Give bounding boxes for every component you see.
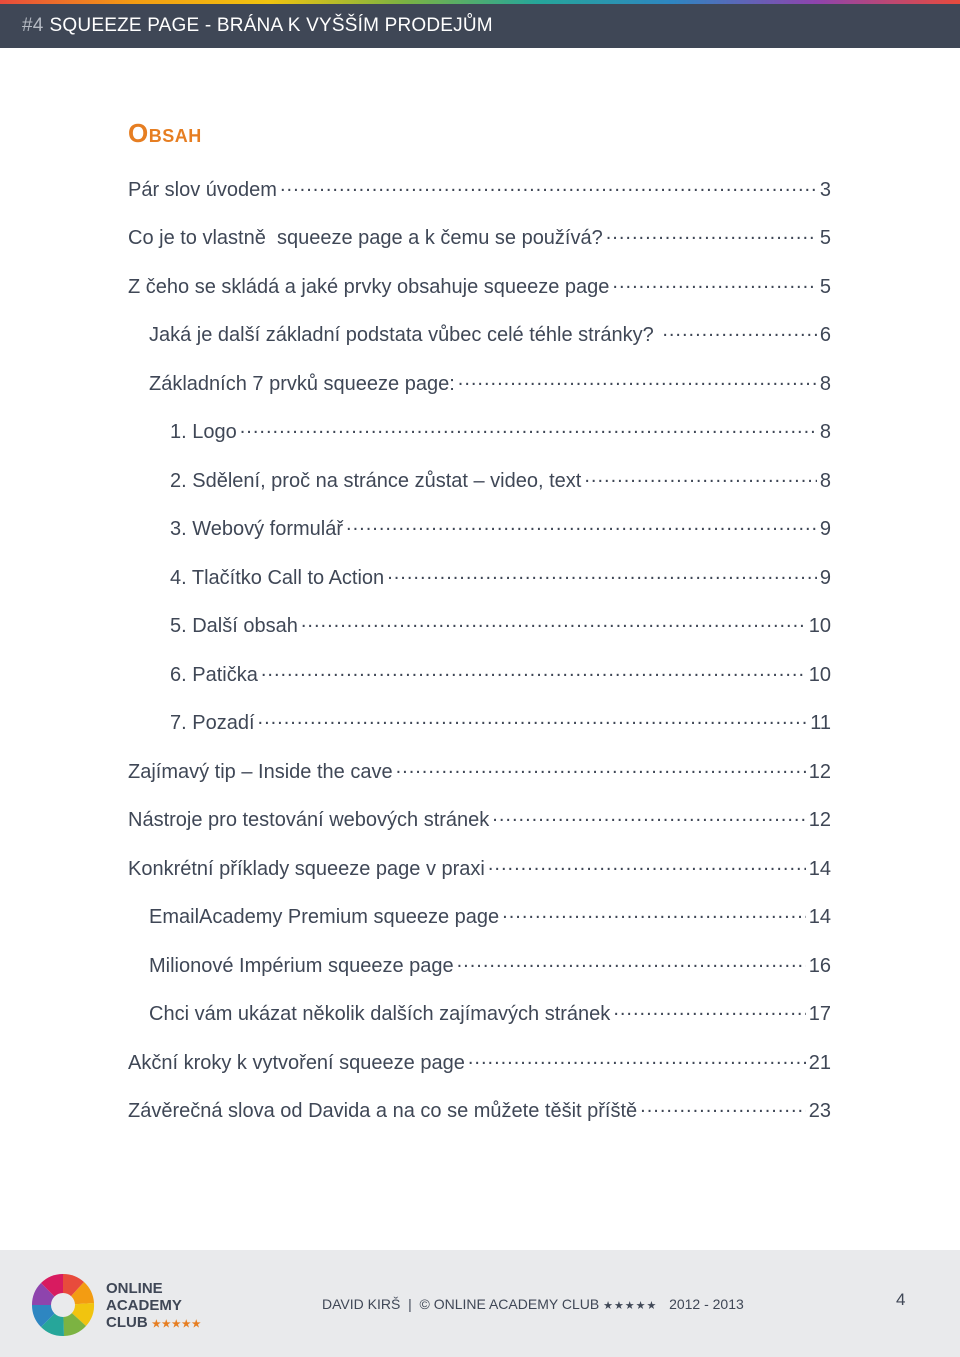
toc-entry[interactable]	[128, 651, 831, 700]
toc-leader-dots	[301, 610, 806, 633]
toc-entry[interactable]	[128, 215, 831, 264]
toc-entry[interactable]	[128, 845, 831, 894]
toc-entry-page: 23	[808, 1100, 831, 1123]
toc-entry-page: 3	[819, 178, 831, 201]
toc-entry-text: 4. Tlačítko Call to Action	[170, 566, 385, 589]
logo-line-academy: ACADEMY	[106, 1297, 182, 1314]
toc-entry-page: 14	[808, 857, 831, 880]
toc-entry-text: 7. Pozadí	[170, 712, 255, 735]
toc-leader-dots	[258, 707, 808, 730]
toc-entry-text: Pár slov úvodem	[128, 178, 277, 201]
toc-entry[interactable]	[128, 942, 831, 991]
toc-entry-text: 6. Patička	[170, 663, 258, 686]
toc-leader-dots	[387, 562, 817, 585]
toc-leader-dots	[640, 1095, 806, 1118]
toc-leader-dots	[612, 271, 816, 294]
toc-leader-dots	[240, 416, 817, 439]
table-of-contents	[128, 166, 831, 1136]
footer-separator: |	[408, 1296, 412, 1312]
toc-leader-dots	[280, 174, 817, 197]
toc-entry-page: 12	[808, 809, 831, 832]
toc-entry-page: 8	[819, 469, 831, 492]
toc-entry[interactable]	[128, 1088, 831, 1137]
toc-entry[interactable]	[128, 409, 831, 458]
toc-title: Obsah	[128, 118, 202, 148]
toc-entry[interactable]	[128, 457, 831, 506]
toc-entry-page: 5	[819, 227, 831, 250]
toc-leader-dots	[662, 319, 817, 342]
toc-entry-page: 21	[808, 1051, 831, 1074]
toc-entry[interactable]	[128, 991, 831, 1040]
toc-entry-page: 12	[808, 760, 831, 783]
toc-leader-dots	[396, 756, 806, 779]
toc-entry[interactable]	[128, 554, 831, 603]
toc-entry-text: Chci vám ukázat několik dalších zajímavých stránek	[149, 1003, 611, 1026]
toc-leader-dots	[458, 368, 817, 391]
toc-entry-text: Akční kroky k vytvoření squeeze page	[128, 1051, 465, 1074]
toc-leader-dots	[457, 950, 806, 973]
toc-leader-dots	[488, 853, 806, 876]
toc-entry-text: 5. Další obsah	[170, 615, 298, 638]
toc-entry[interactable]	[128, 700, 831, 749]
toc-entry-page: 6	[819, 324, 831, 347]
toc-entry-text: Konkrétní příklady squeeze page v praxi	[128, 857, 485, 880]
toc-leader-dots	[584, 465, 817, 488]
toc-leader-dots	[346, 513, 817, 536]
toc-entry[interactable]	[128, 603, 831, 652]
toc-entry[interactable]	[128, 166, 831, 215]
toc-entry-text: Co je to vlastně squeeze page a k čemu se používá?	[128, 227, 603, 250]
toc-entry-page: 11	[810, 712, 831, 735]
toc-leader-dots	[261, 659, 806, 682]
toc-entry-page: 14	[808, 906, 831, 929]
footer-credits	[322, 1296, 744, 1312]
header-number: #4	[22, 15, 44, 36]
toc-entry-page: 8	[819, 372, 831, 395]
online-academy-club-logo-icon	[24, 1270, 102, 1340]
footer-copyright: © ONLINE ACADEMY CLUB	[419, 1296, 600, 1312]
toc-entry-page: 5	[819, 275, 831, 298]
toc-entry-text: 3. Webový formulář	[170, 518, 344, 541]
logo-line-online: ONLINE	[106, 1280, 163, 1297]
toc-entry-text: Jaká je další základní podstata vůbec celé téhle stránky?	[149, 324, 660, 347]
toc-entry[interactable]	[128, 312, 831, 361]
toc-entry-text: 2. Sdělení, proč na stránce zůstat – video, text	[170, 469, 582, 492]
page-footer	[0, 1250, 960, 1357]
toc-entry-text: Zajímavý tip – Inside the cave	[128, 760, 393, 783]
toc-entry[interactable]	[128, 506, 831, 555]
footer-years: 2012 - 2013	[669, 1296, 744, 1312]
toc-entry-text: Z čeho se skládá a jaké prvky obsahuje squeeze page	[128, 275, 610, 298]
toc-entry-text: Nástroje pro testování webových stránek	[128, 809, 490, 832]
page-number: 4	[896, 1290, 906, 1309]
toc-entry[interactable]	[128, 263, 831, 312]
toc-entry-page: 17	[808, 1003, 831, 1026]
toc-entry[interactable]	[128, 360, 831, 409]
logo-wordmark	[106, 1280, 202, 1333]
toc-leader-dots	[613, 998, 805, 1021]
toc-leader-dots	[492, 804, 805, 827]
toc-entry-page: 9	[819, 566, 831, 589]
toc-entry[interactable]	[128, 894, 831, 943]
toc-entry-text: EmailAcademy Premium squeeze page	[149, 906, 500, 929]
toc-leader-dots	[606, 222, 817, 245]
toc-entry[interactable]	[128, 1039, 831, 1088]
toc-entry[interactable]	[128, 797, 831, 846]
logo-stars: ★★★★★	[151, 1319, 202, 1330]
toc-entry-page: 9	[819, 518, 831, 541]
toc-entry-text: Milionové Impérium squeeze page	[149, 954, 454, 977]
toc-leader-dots	[502, 901, 806, 924]
toc-entry-page: 10	[808, 615, 831, 638]
toc-leader-dots	[468, 1047, 806, 1070]
toc-entry[interactable]	[128, 748, 831, 797]
toc-entry-text: Závěrečná slova od Davida a na co se můžete těšit příště	[128, 1100, 638, 1123]
toc-entry-text: 1. Logo	[170, 421, 237, 444]
toc-entry-page: 16	[808, 954, 831, 977]
toc-entry-page: 10	[808, 663, 831, 686]
toc-entry-page: 8	[819, 421, 831, 444]
footer-stars: ★★★★★	[603, 1300, 658, 1312]
logo-line-club: CLUB	[106, 1314, 148, 1331]
header-title: SQUEEZE PAGE - BRÁNA K VYŠŠÍM PRODEJŮM	[49, 15, 493, 36]
footer-author: DAVID KIRŠ	[322, 1296, 401, 1312]
toc-entry-text: Základních 7 prvků squeeze page:	[149, 372, 455, 395]
page-header	[0, 4, 960, 48]
